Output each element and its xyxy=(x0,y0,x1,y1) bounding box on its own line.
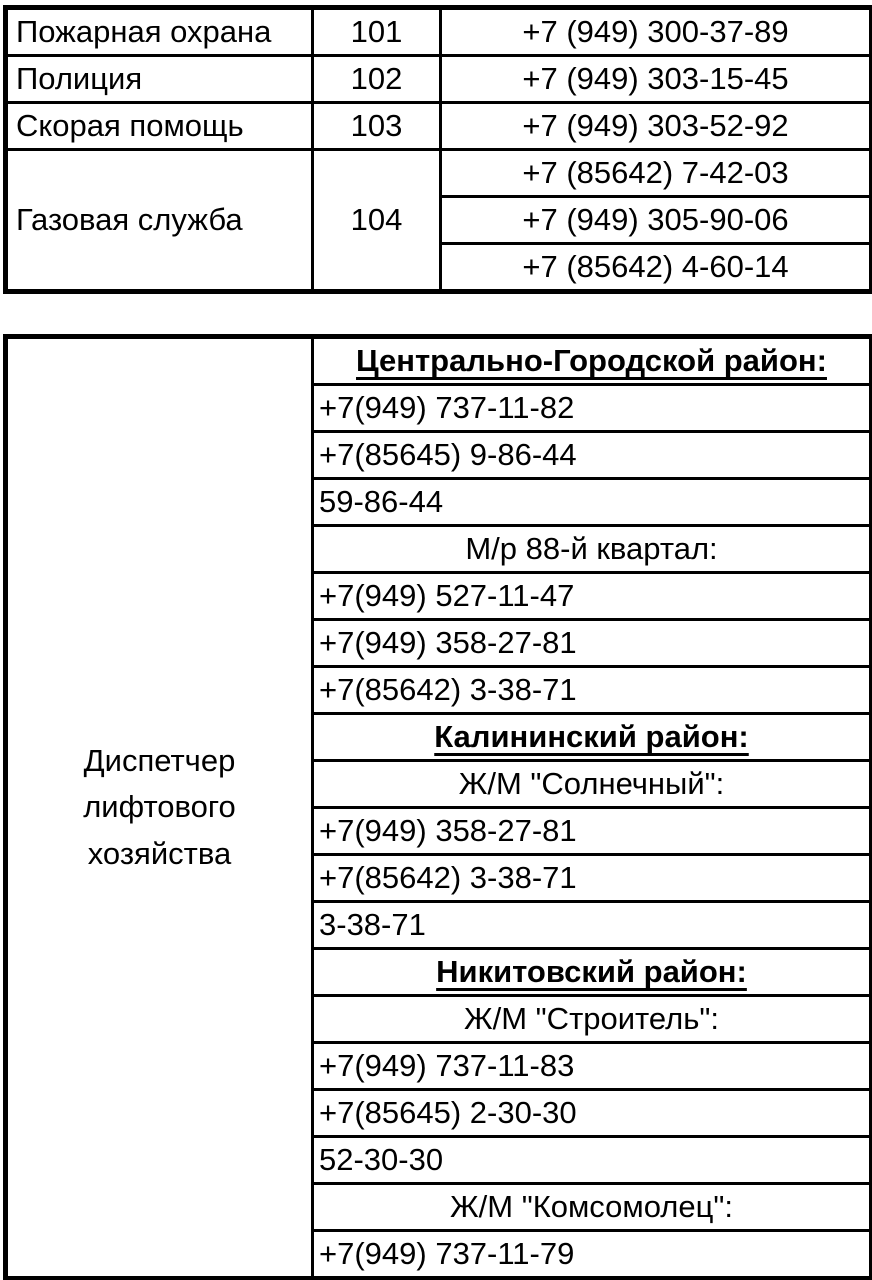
phone-number: +7(949) 737-11-83 xyxy=(313,1043,872,1090)
service-name: Скорая помощь xyxy=(6,103,313,150)
dispatcher-label xyxy=(6,337,313,1279)
phone-number: +7 (949) 300-37-89 xyxy=(441,8,872,56)
short-code: 102 xyxy=(313,56,441,103)
emergency-services-table xyxy=(3,5,872,294)
table-gap xyxy=(3,294,869,334)
district-header xyxy=(313,714,872,761)
dispatcher-label-line: Диспетчер xyxy=(83,742,236,778)
area-header: Ж/М "Строитель": xyxy=(313,996,872,1043)
phone-number: +7 (949) 303-52-92 xyxy=(441,103,872,150)
elevator-dispatcher-table xyxy=(3,334,872,1280)
service-name: Полиция xyxy=(6,56,313,103)
table-row xyxy=(6,103,872,150)
district-header-text: Центрально-Городской район: xyxy=(356,342,827,378)
district-header xyxy=(313,949,872,996)
table-row xyxy=(6,150,872,197)
district-header-text: Никитовский район: xyxy=(436,953,747,989)
phone-number: +7 (949) 303-15-45 xyxy=(441,56,872,103)
phone-number: +7(949) 737-11-79 xyxy=(313,1231,872,1279)
short-code: 103 xyxy=(313,103,441,150)
service-name: Пожарная охрана xyxy=(6,8,313,56)
phone-number: +7 (85642) 7-42-03 xyxy=(441,150,872,197)
phone-number: +7 (85642) 4-60-14 xyxy=(441,244,872,292)
phone-number: +7(85645) 9-86-44 xyxy=(313,432,872,479)
district-header xyxy=(313,337,872,385)
phone-number: +7(85642) 3-38-71 xyxy=(313,667,872,714)
phone-number: +7(949) 358-27-81 xyxy=(313,808,872,855)
phone-number: +7(949) 737-11-82 xyxy=(313,385,872,432)
phone-number: +7(85642) 3-38-71 xyxy=(313,855,872,902)
area-header: Ж/М "Комсомолец": xyxy=(313,1184,872,1231)
district-header-text: Калининский район: xyxy=(434,718,749,754)
phone-number: +7(949) 527-11-47 xyxy=(313,573,872,620)
phone-number: 3-38-71 xyxy=(313,902,872,949)
short-code: 101 xyxy=(313,8,441,56)
service-name: Газовая служба xyxy=(6,150,313,292)
table-row xyxy=(6,56,872,103)
short-code: 104 xyxy=(313,150,441,292)
phone-number: +7 (949) 305-90-06 xyxy=(441,197,872,244)
area-header: Ж/М "Солнечный": xyxy=(313,761,872,808)
dispatcher-label-line: хозяйства xyxy=(87,835,232,871)
phone-number: 52-30-30 xyxy=(313,1137,872,1184)
dispatcher-label-line: лифтового xyxy=(83,789,236,825)
phone-number: 59-86-44 xyxy=(313,479,872,526)
phone-number: +7(949) 358-27-81 xyxy=(313,620,872,667)
area-header: М/р 88-й квартал: xyxy=(313,526,872,573)
table-row xyxy=(6,8,872,56)
table-row xyxy=(6,337,872,385)
phone-number: +7(85645) 2-30-30 xyxy=(313,1090,872,1137)
